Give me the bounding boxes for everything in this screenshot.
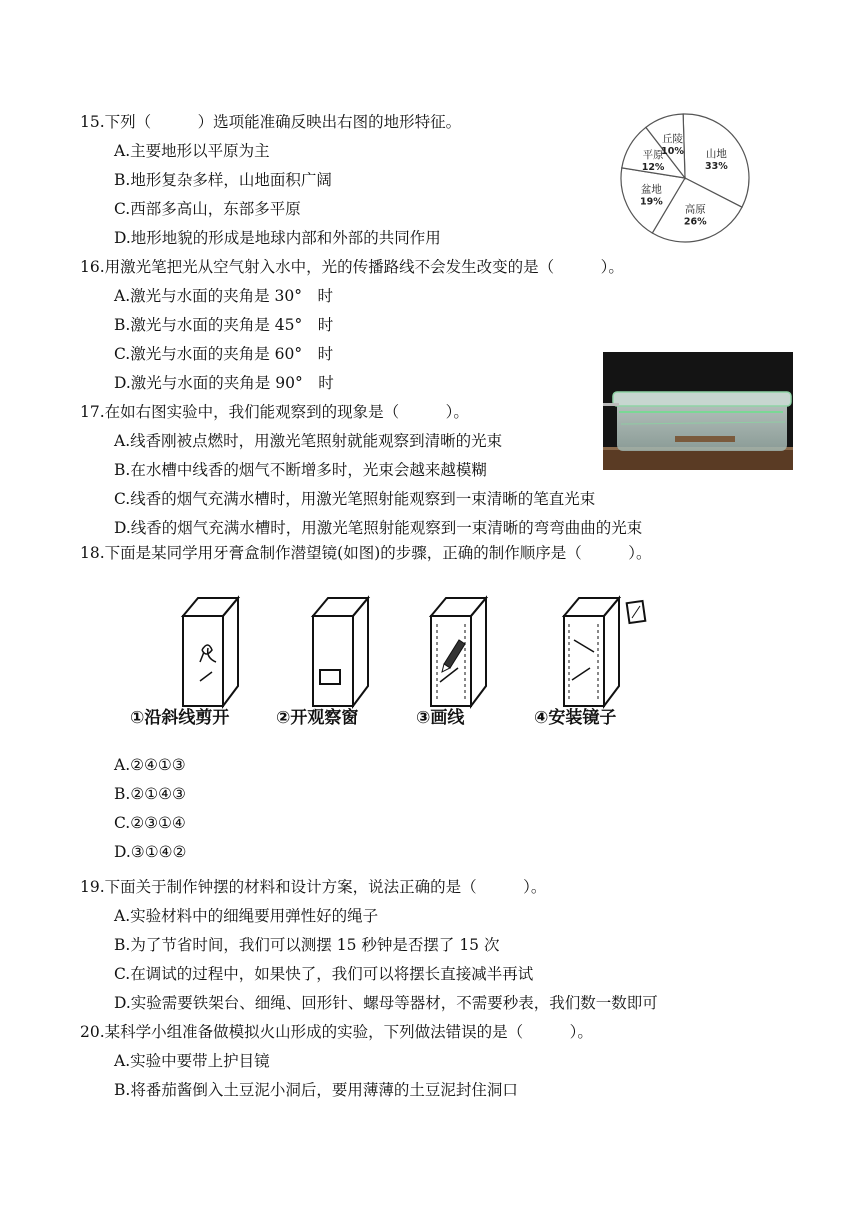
q17-option-d: D.线香的烟气充满水槽时，用激光笔照射能观察到一束清晰的弯弯曲曲的光束 xyxy=(114,519,643,537)
pie-label-value-3: 12% xyxy=(641,162,665,174)
question-19-stem: 19.下面关于制作钟摆的材料和设计方案，说法正确的是（ ）。 xyxy=(80,878,547,896)
q18-option-c: C.②③①④ xyxy=(114,814,186,832)
q16-option-a: A.激光与水面的夹角是 30° 时 xyxy=(114,287,334,305)
q18-option-a: A.②④①③ xyxy=(114,756,186,774)
q16-option-c: C.激光与水面的夹角是 60° 时 xyxy=(114,345,334,363)
q15-option-c: C.西部多高山，东部多平原 xyxy=(114,200,301,218)
q18-option-b: B.②①④③ xyxy=(114,785,186,803)
question-20-stem: 20.某科学小组准备做模拟火山形成的实验，下列做法错误的是（ ）。 xyxy=(80,1023,593,1041)
q15-option-b: B.地形复杂多样，山地面积广阔 xyxy=(114,171,332,189)
question-15-stem: 15.下列（ ）选项能准确反映出右图的地形特征。 xyxy=(80,113,462,131)
pie-label-name-2: 盆地 xyxy=(640,183,662,196)
q16-option-b: B.激光与水面的夹角是 45° 时 xyxy=(114,316,334,334)
q17-option-b: B.在水槽中线香的烟气不断增多时，光束会越来越模糊 xyxy=(114,461,487,479)
q20-option-a: A.实验中要带上护目镜 xyxy=(114,1052,270,1070)
laser-tank-photo xyxy=(603,352,793,470)
q17-option-a: A.线香刚被点燃时，用激光笔照射就能观察到清晰的光束 xyxy=(114,432,503,450)
q15-option-a: A.主要地形以平原为主 xyxy=(114,142,270,160)
step-caption-2: ②开观察窗 xyxy=(276,708,359,728)
box-cut-diagonal xyxy=(183,598,238,706)
step-caption-1: ①沿斜线剪开 xyxy=(130,708,230,728)
box-window xyxy=(313,598,368,706)
pie-label-name-4: 丘陵 xyxy=(662,133,684,146)
q17-option-c: C.线香的烟气充满水槽时，用激光笔照射能观察到一束清晰的笔直光束 xyxy=(114,490,596,508)
box-draw-line xyxy=(431,598,486,706)
step-caption-4: ④安装镜子 xyxy=(534,708,617,728)
step-caption-3: ③画线 xyxy=(416,708,465,728)
terrain-pie-chart xyxy=(614,112,756,244)
q15-option-d: D.地形地貌的形成是地球内部和外部的共同作用 xyxy=(114,229,441,247)
q19-option-b: B.为了节省时间，我们可以测摆 15 秒钟是否摆了 15 次 xyxy=(114,936,500,954)
box-mirror xyxy=(564,598,645,706)
q19-option-d: D.实验需要铁架台、细绳、回形针、螺母等器材，不需要秒表，我们数一数即可 xyxy=(114,994,658,1012)
question-17-stem: 17.在如右图实验中，我们能观察到的现象是（ ）。 xyxy=(80,403,469,421)
q19-option-c: C.在调试的过程中，如果快了，我们可以将摆长直接减半再试 xyxy=(114,965,534,983)
pie-label-name-1: 高原 xyxy=(684,203,706,216)
pie-label-value-0: 33% xyxy=(705,161,728,173)
question-16-stem: 16.用激光笔把光从空气射入水中，光的传播路线不会发生改变的是（ ）。 xyxy=(80,258,624,276)
pie-label-name-0: 山地 xyxy=(705,148,727,161)
q16-option-d: D.激光与水面的夹角是 90° 时 xyxy=(114,374,334,392)
pie-label-name-3: 平原 xyxy=(642,149,664,162)
periscope-steps-figure xyxy=(128,578,654,730)
q20-option-b: B.将番茄酱倒入土豆泥小洞后，要用薄薄的土豆泥封住洞口 xyxy=(114,1081,518,1099)
pie-label-value-1: 26% xyxy=(683,216,707,228)
pie-label-value-2: 19% xyxy=(640,196,663,208)
q18-option-d: D.③①④② xyxy=(114,843,187,861)
q19-option-a: A.实验材料中的细绳要用弹性好的绳子 xyxy=(114,907,379,925)
question-18-stem: 18.下面是某同学用牙膏盒制作潜望镜(如图)的步骤，正确的制作顺序是（ ）。 xyxy=(80,544,652,562)
pie-label-value-4: 10% xyxy=(661,146,684,158)
